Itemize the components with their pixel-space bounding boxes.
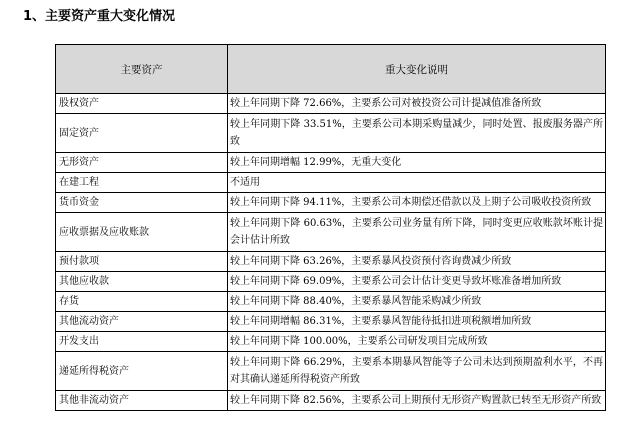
table-row bbox=[56, 292, 606, 312]
asset-name: 在建工程 bbox=[56, 173, 228, 193]
asset-name: 开发支出 bbox=[56, 332, 228, 352]
asset-change-description: 较上年同期下降 72.66%，主要系公司对被投资公司计提减值准备所致 bbox=[228, 94, 606, 114]
asset-change-description: 较上年同期增幅 86.31%，主要系暴风智能待抵扣进项税额增加所致 bbox=[228, 312, 606, 332]
table-row bbox=[56, 213, 606, 252]
asset-change-description: 较上年同期下降 63.26%，主要系暴风投资预付咨询费减少所致 bbox=[228, 252, 606, 272]
table-row bbox=[56, 312, 606, 332]
table-row bbox=[56, 94, 606, 114]
asset-name: 存货 bbox=[56, 292, 228, 312]
table-row bbox=[56, 352, 606, 391]
asset-name: 其他流动资产 bbox=[56, 312, 228, 332]
asset-name: 递延所得税资产 bbox=[56, 352, 228, 391]
section-title: 1、主要资产重大变化情况 bbox=[23, 9, 176, 24]
asset-change-description: 不适用 bbox=[228, 173, 606, 193]
asset-name: 股权资产 bbox=[56, 94, 228, 114]
asset-name: 货币资金 bbox=[56, 193, 228, 213]
table-row bbox=[56, 252, 606, 272]
asset-change-description: 较上年同期下降 33.51%，主要系公司本期采购量减少，同时处置、报废服务器产所致 bbox=[228, 114, 606, 153]
table-row bbox=[56, 193, 606, 213]
asset-name: 其他应收款 bbox=[56, 272, 228, 292]
table-row bbox=[56, 272, 606, 292]
table-row bbox=[56, 173, 606, 193]
asset-name: 应收票据及应收账款 bbox=[56, 213, 228, 252]
asset-name: 无形资产 bbox=[56, 153, 228, 173]
asset-change-description: 较上年同期下降 66.29%，主要系本期暴风智能等子公司未达到预期盈利水平，不再对其确认递延所得税资产所致 bbox=[228, 352, 606, 391]
header-main-assets: 主要资产 bbox=[56, 45, 228, 94]
asset-name: 其他非流动资产 bbox=[56, 391, 228, 411]
asset-change-description: 较上年同期增幅 12.99%，无重大变化 bbox=[228, 153, 606, 173]
table-row bbox=[56, 114, 606, 153]
assets-change-table bbox=[55, 44, 606, 411]
table-row bbox=[56, 391, 606, 411]
table-row bbox=[56, 153, 606, 173]
table-header-row bbox=[56, 45, 606, 94]
asset-change-description: 较上年同期下降 60.63%，主要系公司业务量有所下降，同时变更应收账款坏账计提会计估计所致 bbox=[228, 213, 606, 252]
asset-change-description: 较上年同期下降 82.56%，主要系公司上期预付无形资产购置款已转至无形资产所致 bbox=[228, 391, 606, 411]
asset-change-description: 较上年同期下降 100.00%，主要系公司研发项目完成所致 bbox=[228, 332, 606, 352]
asset-change-description: 较上年同期下降 88.40%，主要系暴风智能采购减少所致 bbox=[228, 292, 606, 312]
header-change-description: 重大变化说明 bbox=[228, 45, 606, 94]
table-row bbox=[56, 332, 606, 352]
asset-name: 固定资产 bbox=[56, 114, 228, 153]
asset-change-description: 较上年同期下降 94.11%，主要系公司本期偿还借款以及上期子公司吸收投资所致 bbox=[228, 193, 606, 213]
asset-name: 预付款项 bbox=[56, 252, 228, 272]
asset-change-description: 较上年同期下降 69.09%，主要系公司会计估计变更导致坏账准备增加所致 bbox=[228, 272, 606, 292]
